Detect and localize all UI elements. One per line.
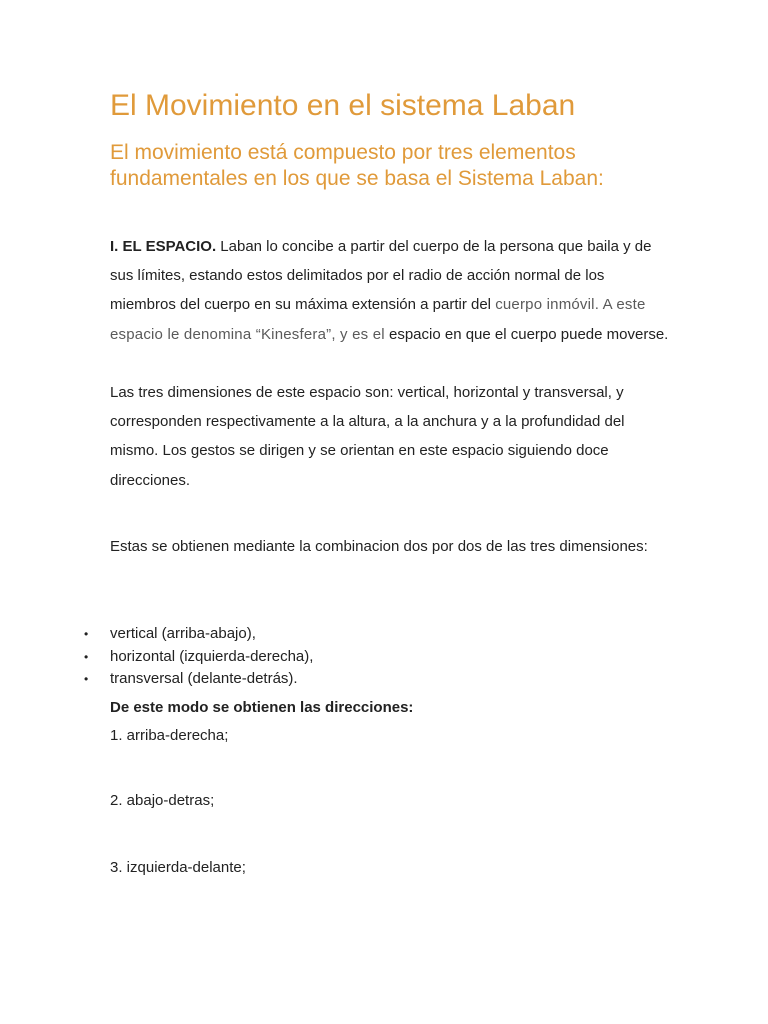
section-espacio-label: I. EL ESPACIO. (110, 238, 217, 255)
dimensions-paragraph: Las tres dimensiones de este espacio son: vertical, horizontal y transversal, y corresponden respectivamente a la altura, a la anchura y a la profundidad del mismo. Los gestos se dirigen y se orientan en este espacio siguiendo doce direcciones. (110, 384, 625, 489)
bullet-icon: • (84, 627, 89, 641)
directions-heading: De este modo se obtienen las direcciones: (110, 699, 414, 716)
section-espacio-text-a: Laban lo concibe a partir del cuerpo de la persona que baila y de sus límites, estando estos delimitados por el radio de acción normal de los miembros del cuerpo en su máxima extensión a partir del (110, 238, 652, 314)
list-item (0, 623, 700, 646)
list-item-text: horizontal (izquierda-derecha), (110, 647, 314, 665)
direction-item: 1. arriba-derecha; (110, 727, 229, 744)
bullet-icon: • (84, 649, 89, 664)
section-espacio-paragraph (110, 232, 670, 349)
list-item-text: vertical (arriba-abajo), (110, 625, 256, 642)
list-item-text: transversal (delante-detrás). (110, 670, 298, 687)
bullet-icon: • (84, 672, 89, 686)
list-item (0, 646, 700, 669)
direction-item: 2. abajo-detras; (110, 792, 215, 809)
direction-item: 3. izquierda-delante; (110, 859, 246, 876)
page-title: El Movimiento en el sistema Laban (110, 89, 576, 122)
combination-paragraph: Estas se obtienen mediante la combinacion dos por dos de las tres dimensiones: (110, 538, 648, 555)
dimensions-list (0, 623, 700, 691)
page-subtitle: El movimiento está compuesto por tres elementos fundamentales en los que se basa el Sistema Laban: (110, 141, 604, 190)
section-espacio-text-light: cuerpo inmóvil. A este espacio le denomina “Kinesfera”, y es el (110, 296, 646, 343)
section-espacio-text-b: espacio en que el cuerpo puede moverse. (384, 325, 669, 343)
list-item (0, 668, 700, 691)
